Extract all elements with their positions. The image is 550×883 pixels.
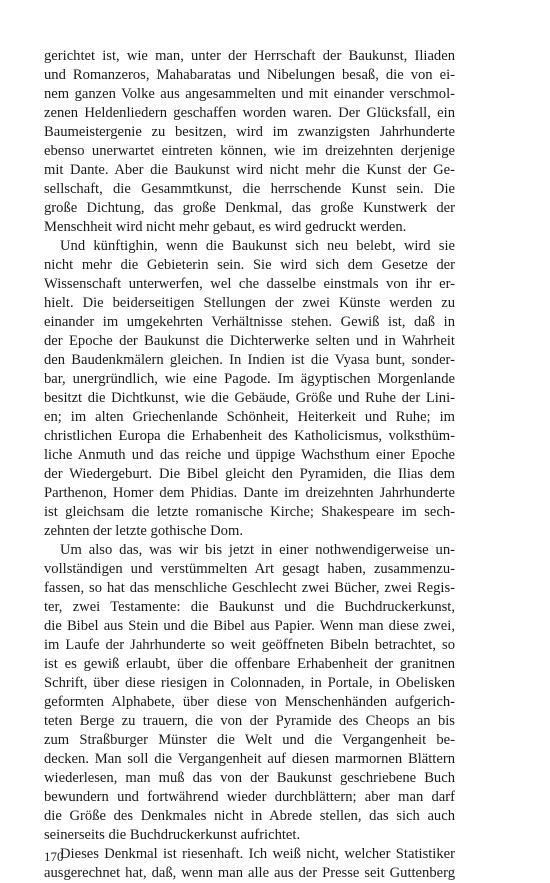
text-line: Und künftighin, wenn die Baukunst sich neu belebt, wird sie [60, 238, 455, 254]
text-line: Schrift, über diese riesigen in Colonnaden, in Portale, in Obelisken [44, 675, 455, 691]
text-line: sellschaft, die Gesammtkunst, die herrschende Kunst sein. Die [44, 181, 455, 197]
paragraph-heldenlieder [44, 47, 455, 237]
text-line: nicht mehr die Gebieterin sein. Sie wird sich dem Gesetze der [44, 257, 455, 273]
text-line: wiederlesen, man muß das von der Baukunst geschriebene Buch [44, 770, 455, 786]
text-line: ter, zwei Testamente: die Baukunst und die Buchdruckerkunst, [44, 599, 455, 615]
text-line: en; im alten Griechenlande Schönheit, Heiterkeit und Ruhe; im [44, 409, 455, 425]
text-line: Wissenschaft unterwerfen, wel che dasselbe einstmals von ihr er- [44, 276, 455, 292]
text-line: bar, unergründlich, wie eine Pagode. Im ägyptischen Morgenlande [44, 371, 455, 387]
text-line: der Epoche der Baukunst die Dichterwerke selten und in Wahrheit [44, 333, 455, 349]
text-line: liche Anmuth und das reiche und üppige Wachsthum einer Epoche [44, 447, 455, 463]
text-line: ebenso unerwartet eintreten können, wie im dreizehnten derjenige [44, 143, 455, 159]
text-line: nem ganzen Volke aus angesammelten und mit einander verschmol- [44, 86, 455, 102]
text-line: Um also das, was wir bis jetzt in einer nothwendigerweise un- [60, 542, 455, 558]
text-line: Dieses Denkmal ist riesenhaft. Ich weiß nicht, welcher Statistiker [60, 846, 455, 862]
text-line: decken. Man soll die Vergangenheit auf diesen marmornen Blättern [44, 751, 455, 767]
text-line: hielt. Die beiderseitigen Stellungen der zwei Künste werden zu [44, 295, 455, 311]
text-line: seinerseits die Buchdruckerkunst aufrichtet. [44, 827, 301, 843]
text-line: die Größe des Denkmales nicht in Abrede stellen, das sich auch [44, 808, 455, 824]
text-line: ist gleichsam die letzte romanische Kirche; Shakespeare im sech- [44, 504, 455, 520]
text-line: bewundern und fortwährend wieder durchblättern; aber man darf [44, 789, 455, 805]
page-number: 170 [44, 849, 64, 864]
text-line: zenen Heldenliedern geschaffen worden waren. Der Glücksfall, ein [44, 105, 455, 121]
text-line: zum Straßburger Münster die Welt und die Vergangenheit be- [44, 732, 455, 748]
text-line: und Romanzeros, Mahabaratas und Nibelungen besaß, die von ei- [44, 67, 455, 83]
text-line: teten Berge zu trauern, die von der Pyramide des Cheops an bis [44, 713, 455, 729]
text-line: vollständigen und verstümmelten Art gesagt haben, zusammenzu- [44, 561, 455, 577]
text-line: besitzt die Dichtkunst, wie die Gebäude, Größe und Ruhe der Lini- [44, 390, 455, 406]
text-line: gerichtet ist, wie man, unter der Herrschaft der Baukunst, Iliaden [44, 48, 455, 64]
text-line: Parthenon, Homer dem Phidias. Dante im dreizehnten Jahrhunderte [44, 485, 455, 501]
text-line: mit Dante. Aber die Baukunst wird nicht mehr die Kunst der Ge- [44, 162, 455, 178]
text-line: Menschheit wird nicht mehr gebaut, es wird gedruckt werden. [44, 219, 407, 235]
text-line: im Laufe der Jahrhunderte so weit geöffneten Bibeln betrachtet, so [44, 637, 455, 653]
paragraph-kuenftighin [44, 237, 455, 541]
text-line: ausgerechnet hat, daß, wenn man alle aus der Presse seit Guttenberg [44, 865, 455, 881]
text-line: einander im umgekehrten Verhältnisse stehen. Gewiß ist, daß in [44, 314, 455, 330]
text-line: zehnten der letzte gothische Dom. [44, 523, 243, 539]
text-line: christlichen Europa die Erhabenheit des Katholicismus, volksthüm- [44, 428, 455, 444]
text-line: fassen, so hat das menschliche Geschlecht zwei Bücher, zwei Regis- [44, 580, 455, 596]
text-line: große Dichtung, das große Denkmal, das große Kunstwerk der [44, 200, 455, 216]
paragraph-zwei-buecher [44, 541, 455, 883]
text-line: ist es gewiß erlaubt, über die offenbare Erhabenheit der granitnen [44, 656, 455, 672]
text-line: die Bibel aus Stein und die Bibel aus Papier. Wenn man diese zwei, [44, 618, 455, 634]
text-line: der Wiedergeburt. Die Bibel gleicht den Pyramiden, die Ilias dem [44, 466, 455, 482]
text-line: geformten Alphabete, über diese von Menschenhänden aufgerich- [44, 694, 455, 710]
text-line: Baumeistergenie zu besitzen, wird im zwanzigsten Jahrhunderte [44, 124, 455, 140]
text-line: den Baudenkmälern gleichen. In Indien ist die Vyasa bunt, sonder- [44, 352, 455, 368]
